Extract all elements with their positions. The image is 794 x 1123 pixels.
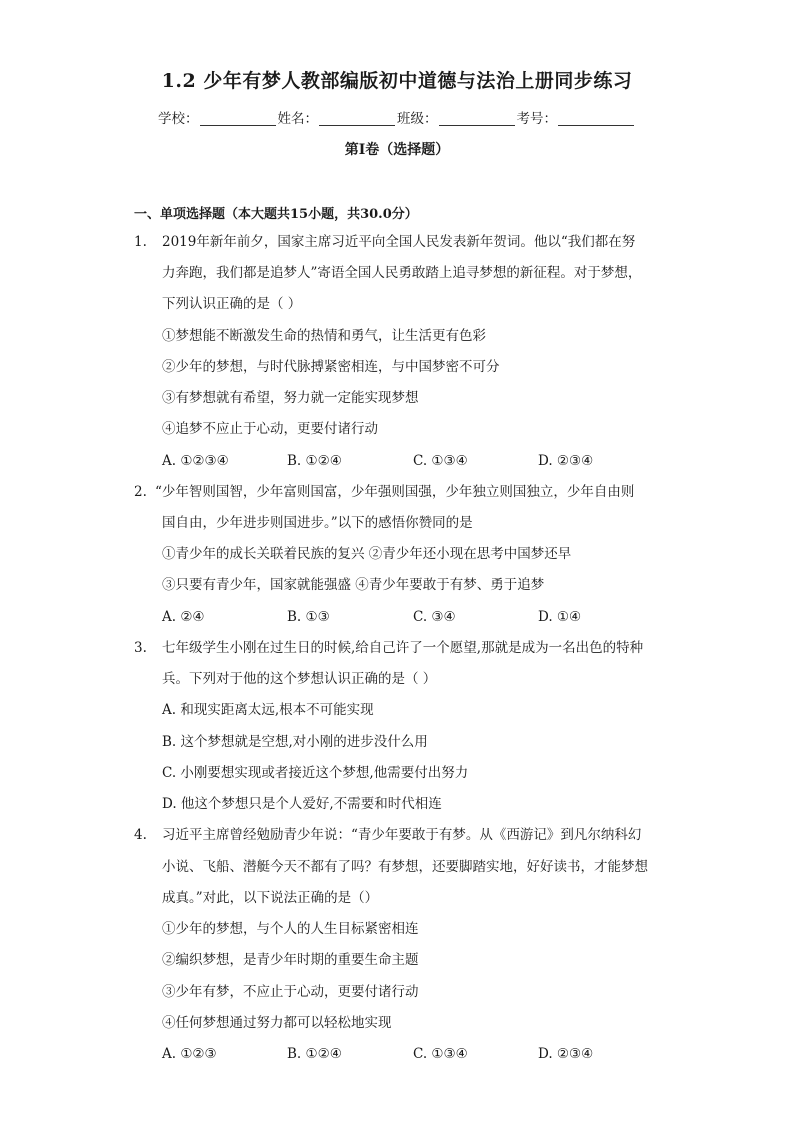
option-b[interactable]: B. ①②④ — [287, 453, 342, 469]
question-text-line: 力奔跑，我们都是追梦人”寄语全国人民勇敢踏上追寻梦想的新征程。对于梦想， — [162, 265, 642, 281]
part-header: 一、单项选择题（本大题共15小题，共30.0分） — [134, 207, 418, 222]
statement-line: ③有梦想就有希望，努力就一定能实现梦想 — [162, 390, 419, 406]
option-c[interactable]: C. ③④ — [413, 609, 456, 625]
class-label: 班级： — [397, 111, 438, 127]
exam-no-label: 考号： — [516, 111, 557, 127]
option-a[interactable]: A. ①②③④ — [162, 453, 229, 469]
option-c[interactable]: C. ①③④ — [413, 1046, 468, 1062]
question-text-line: 成真。”对此，以下说法正确的是（） — [162, 890, 379, 906]
question-text-line: 国自由，少年进步则国进步。”以下的感悟你赞同的是 — [162, 515, 473, 531]
page-title: 1.2 少年有梦人教部编版初中道德与法治上册同步练习 — [161, 70, 633, 92]
question-text-line: 兵。下列对于他的这个梦想认识正确的是（ ） — [162, 671, 437, 687]
question-text-line: 习近平主席曾经勉励青少年说：“青少年要敢于有梦。从《西游记》到凡尔纳科幻 — [162, 827, 642, 843]
statement-line: ④任何梦想通过努力都可以轻松地实现 — [162, 1015, 392, 1031]
option-c[interactable]: C. 小刚要想实现或者接近这个梦想,他需要付出努力 — [162, 765, 469, 781]
question-text-line: 小说、飞船、潜艇今天不都有了吗？有梦想，还要脚踏实地，好好读书，才能梦想 — [162, 859, 648, 875]
question-text-line: 下列认识正确的是（ ） — [162, 296, 302, 312]
option-b[interactable]: B. 这个梦想就是空想,对小刚的进步没什么用 — [162, 734, 428, 750]
statement-line: ①青少年的成长关联着民族的复兴 ②青少年还小现在思考中国梦还早 — [162, 546, 572, 562]
statement-line: ②编织梦想，是青少年时期的重要生命主题 — [162, 952, 419, 968]
statement-line: ④追梦不应止于心动，更要付诸行动 — [162, 421, 378, 437]
question-number: 1. — [134, 234, 147, 250]
question-number: 3. — [134, 640, 147, 656]
school-blank — [200, 111, 276, 126]
question-number: 2. — [134, 484, 147, 500]
question-text-line: “少年智则国智，少年富则国富，少年强则国强，少年独立则国独立，少年自由则 — [155, 484, 635, 500]
question-text-line: 2019年新年前夕，国家主席习近平向全国人民发表新年贺词。他以“我们都在努 — [162, 234, 636, 250]
question-number: 4. — [134, 827, 147, 843]
option-b[interactable]: B. ①②④ — [287, 1046, 342, 1062]
option-a[interactable]: A. ②④ — [162, 609, 205, 625]
option-d[interactable]: D. ②③④ — [538, 1046, 594, 1062]
option-a[interactable]: A. 和现实距离太远,根本不可能实现 — [162, 702, 374, 718]
statement-line: ①梦想能不断激发生命的热情和勇气，让生活更有色彩 — [162, 328, 486, 344]
option-d[interactable]: D. ①④ — [538, 609, 582, 625]
option-c[interactable]: C. ①③④ — [413, 453, 468, 469]
option-d[interactable]: D. ②③④ — [538, 453, 594, 469]
question-text-line: 七年级学生小刚在过生日的时候,给自己许了一个愿望,那就是成为一名出色的特种 — [162, 640, 644, 656]
option-a[interactable]: A. ①②③ — [162, 1046, 217, 1062]
student-info-row — [0, 107, 794, 127]
name-blank — [319, 111, 395, 126]
school-label: 学校： — [158, 111, 199, 127]
name-label: 姓名： — [277, 111, 318, 127]
exam-no-blank — [558, 111, 634, 126]
statement-line: ①少年的梦想，与个人的人生目标紧密相连 — [162, 921, 419, 937]
class-blank — [439, 111, 515, 126]
section-title: 第I卷（选择题） — [344, 142, 450, 158]
option-b[interactable]: B. ①③ — [287, 609, 330, 625]
option-d[interactable]: D. 他这个梦想只是个人爱好,不需要和时代相连 — [162, 796, 442, 812]
statement-line: ③少年有梦，不应止于心动，更要付诸行动 — [162, 984, 419, 1000]
statement-line: ③只要有青少年，国家就能强盛 ④青少年要敢于有梦、勇于追梦 — [162, 577, 545, 593]
statement-line: ②少年的梦想，与时代脉搏紧密相连，与中国梦密不可分 — [162, 359, 500, 375]
